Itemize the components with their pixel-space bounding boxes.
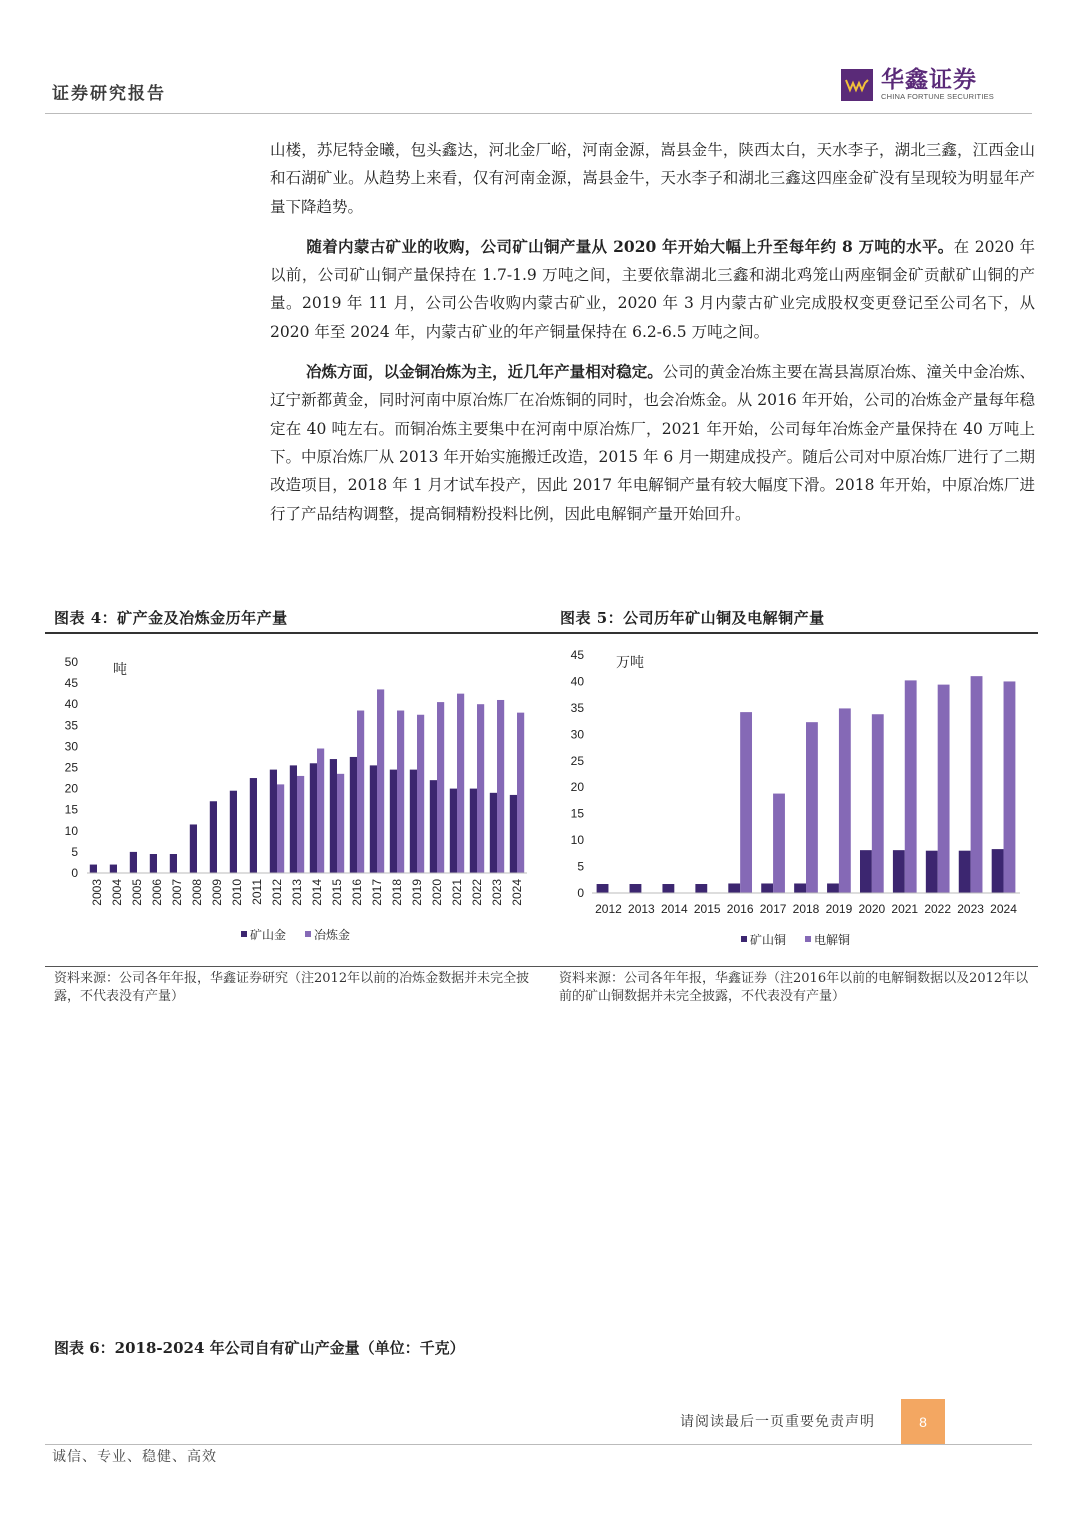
x-tick-label: 2024 [990,902,1017,916]
bar-矿山铜-2024 [992,849,1004,893]
fig4-source: 资料来源：公司各年年报，华鑫证券研究（注2012年以前的冶炼金数据并未完全披露，不代表没有产量） [54,971,530,1004]
y-tick-label: 40 [64,697,78,712]
x-tick-label: 2013 [628,902,655,916]
bar-冶炼金-2023 [497,700,504,873]
y-tick-label: 25 [570,753,584,768]
bar-矿山铜-2012 [597,884,609,893]
legend-label-电解铜: 电解铜 [814,933,851,947]
bar-冶炼金-2014 [317,749,324,873]
y-tick-label: 5 [577,859,584,874]
bar-矿山金-2006 [150,854,157,873]
company-logo [841,68,994,101]
bar-矿山金-2022 [470,789,477,873]
bar-电解铜-2024 [1004,681,1016,893]
y-tick-label: 30 [64,739,78,754]
legend-swatch-矿山金 [241,931,247,937]
y-tick-label: 45 [64,676,78,691]
y-tick-label: 35 [570,700,584,715]
fig5-chart [550,640,1040,955]
bar-矿山铜-2017 [761,883,773,893]
logo-subtitle: CHINA FORTUNE SECURITIES [881,92,995,101]
bar-矿山铜-2021 [893,850,905,893]
x-tick-label: 2007 [170,879,184,906]
legend-label-矿山金: 矿山金 [250,928,287,942]
paragraph-2 [270,233,1035,346]
bar-矿山金-2007 [170,854,177,873]
paragraph-3 [270,358,1035,528]
fig4-chart [45,640,545,955]
x-tick-label: 2017 [759,902,787,916]
bar-矿山金-2011 [250,778,257,873]
x-tick-label: 2013 [290,879,304,906]
x-tick-label: 2023 [957,902,984,916]
bar-矿山金-2023 [490,793,497,873]
bar-矿山金-2014 [310,763,317,873]
y-tick-label: 15 [570,806,584,821]
x-tick-label: 2010 [230,879,244,906]
x-tick-label: 2012 [270,879,284,906]
bar-矿山铜-2023 [959,851,971,893]
legend-label-冶炼金: 冶炼金 [314,928,351,942]
bar-冶炼金-2015 [337,774,344,873]
paragraph-1: 山楼，苏尼特金曦，包头鑫达，河北金厂峪，河南金源，嵩县金牛，陕西太白，天水李子，湖北三鑫，江西金山和石湖矿业。从趋势上来看，仅有河南金源，嵩县金牛，天水李子和湖北三鑫这四座金矿没有呈现较为明显年产量下降趋势。 [270,141,1035,216]
bar-矿山金-2003 [90,865,97,873]
bar-矿山金-2017 [370,765,377,873]
bar-电解铜-2023 [971,676,983,893]
y-tick-label: 0 [577,886,584,900]
bar-矿山金-2012 [270,770,277,873]
bar-冶炼金-2021 [457,694,464,873]
paragraph-2-rest: 在 2020 年以前，公司矿山铜产量保持在 1.7-1.9 万吨之间，主要依靠湖北三鑫和湖北鸡笼山两座铜金矿贡献矿山铜的产量。2019 年 11 月，公司公告收购内蒙古矿业，2020 年 3 月内蒙古矿业完成股权变更登记至公司名下，从 2020 年至 2024 年，内蒙古矿业的年产铜量保持在 6.2-6.5 万吨之间。 [270,237,1035,341]
legend-swatch-矿山铜 [741,936,747,942]
x-tick-label: 2005 [130,879,144,906]
paragraph-3-rest: 公司的黄金冶炼主要在嵩县嵩原冶炼、潼关中金冶炼、辽宁新都黄金，同时河南中原冶炼厂在冶炼铜的同时，也会冶炼金。从 2016 年开始，公司的冶炼金产量每年稳定在 40 吨左右。而铜冶炼主要集中在河南中原冶炼厂，2021 年开始，公司每年冶炼金产量保持在 40 万吨上下。中原冶炼厂从 2013 年开始实施搬迁改造，2015 年 6 月一期建成投产。随后公司对中原冶炼厂进行了二期改造项目，2018 年 1 月才试车投产，因此 2017 年电解铜产量有较大幅度下滑。2018 年开始，中原冶炼厂进行了产品结构调整，提高铜精粉投料比例，因此电解铜产量开始回升。 [270,363,1035,523]
footer-motto: 诚信、专业、稳健、高效 [52,1449,217,1465]
x-tick-label: 2022 [470,879,484,906]
bar-冶炼金-2012 [277,784,284,873]
bar-矿山铜-2014 [662,884,674,893]
x-tick-label: 2014 [660,902,688,916]
y-tick-label: 5 [71,844,78,859]
bar-电解铜-2021 [905,680,917,893]
bar-冶炼金-2024 [517,713,524,873]
bar-冶炼金-2020 [437,702,444,873]
x-tick-label: 2022 [924,902,952,916]
bar-电解铜-2017 [773,794,785,893]
x-tick-label: 2020 [858,902,886,916]
report-header-title: 证券研究报告 [52,84,166,104]
bar-电解铜-2019 [839,708,851,893]
bar-矿山金-2005 [130,852,137,873]
x-tick-label: 2015 [330,879,344,906]
header-divider [45,113,1032,114]
x-tick-label: 2024 [510,879,524,906]
x-tick-label: 2018 [390,879,404,906]
y-tick-label: 10 [64,823,78,838]
x-tick-label: 2019 [825,902,853,916]
bar-矿山铜-2019 [827,883,839,893]
x-tick-label: 2008 [190,879,204,906]
bar-矿山金-2018 [390,770,397,873]
y-tick-label: 20 [570,780,584,795]
bar-矿山金-2019 [410,770,417,873]
logo-mark-icon [841,69,873,101]
bar-矿山金-2024 [510,795,517,873]
x-tick-label: 2009 [210,879,224,906]
y-tick-label: 50 [64,655,78,669]
bar-冶炼金-2022 [477,704,484,873]
legend-label-矿山铜: 矿山铜 [750,933,787,947]
bar-矿山金-2015 [330,759,337,873]
x-tick-label: 2011 [250,879,264,905]
y-tick-label: 30 [570,727,584,742]
bar-电解铜-2016 [740,712,752,893]
bar-矿山金-2016 [350,757,357,873]
unit-label: 吨 [113,661,127,677]
body-text [270,136,1035,528]
paragraph-2-lead: 随着内蒙古矿业的收购，公司矿山铜产量从 2020 年开始大幅上升至每年约 8 万吨的水平。 [306,236,954,256]
bar-电解铜-2020 [872,714,884,893]
bar-冶炼金-2019 [417,715,424,873]
x-tick-label: 2012 [595,902,622,916]
bar-冶炼金-2017 [377,689,384,873]
bar-冶炼金-2018 [397,711,404,873]
legend-swatch-电解铜 [805,936,811,942]
bar-冶炼金-2016 [357,711,364,873]
y-tick-label: 15 [64,802,78,817]
unit-label: 万吨 [616,654,644,670]
fig5-title: 图表 5：公司历年矿山铜及电解铜产量 [560,609,825,627]
x-tick-label: 2006 [150,879,164,906]
figure-title-divider [45,632,1038,634]
y-tick-label: 40 [570,674,584,689]
bar-矿山铜-2018 [794,883,806,893]
x-tick-label: 2023 [490,879,504,906]
x-tick-label: 2019 [410,879,424,906]
source-divider [45,966,1038,967]
legend-swatch-冶炼金 [305,931,311,937]
bar-矿山金-2010 [230,791,237,873]
fig6-title: 图表 6：2018-2024 年公司自有矿山产金量（单位：千克） [54,1339,465,1357]
x-tick-label: 2017 [370,879,384,906]
x-tick-label: 2016 [726,902,754,916]
bar-矿山铜-2020 [860,850,872,893]
footer-divider [45,1444,1032,1445]
logo-name: 华鑫证券 [881,67,977,93]
disclaimer-note: 请阅读最后一页重要免责声明 [680,1414,875,1430]
y-tick-label: 20 [64,781,78,796]
x-tick-label: 2018 [792,902,820,916]
x-tick-label: 2015 [693,902,721,916]
paragraph-3-lead: 冶炼方面，以金铜冶炼为主，近几年产量相对稳定。 [306,362,663,382]
bar-矿山金-2013 [290,765,297,873]
bar-矿山金-2021 [450,789,457,873]
fig5-source: 资料来源：公司各年年报，华鑫证券（注2016年以前的电解铜数据以及2012年以前的矿山铜数据并未完全披露，不代表没有产量） [559,971,1029,1004]
y-tick-label: 10 [570,833,584,848]
page-number: 8 [901,1399,945,1444]
x-tick-label: 2003 [90,879,104,906]
x-tick-label: 2016 [350,879,364,906]
bar-矿山铜-2013 [630,884,642,893]
bar-矿山铜-2022 [926,851,938,893]
y-tick-label: 25 [64,760,78,775]
fig4-title: 图表 4：矿产金及冶炼金历年产量 [54,609,288,627]
bar-电解铜-2018 [806,722,818,893]
y-tick-label: 35 [64,718,78,733]
x-tick-label: 2014 [310,879,324,906]
bar-矿山铜-2015 [695,884,707,893]
y-tick-label: 0 [71,866,78,880]
bar-矿山金-2008 [190,824,197,873]
y-tick-label: 45 [570,648,584,662]
bar-电解铜-2022 [938,685,950,893]
x-tick-label: 2021 [891,902,919,916]
bar-矿山金-2004 [110,865,117,873]
bar-冶炼金-2013 [297,776,304,873]
x-tick-label: 2021 [450,879,464,906]
bar-矿山金-2020 [430,780,437,873]
bar-矿山金-2009 [210,801,217,873]
x-tick-label: 2020 [430,879,444,906]
bar-矿山铜-2016 [728,883,740,893]
x-tick-label: 2004 [110,879,124,906]
